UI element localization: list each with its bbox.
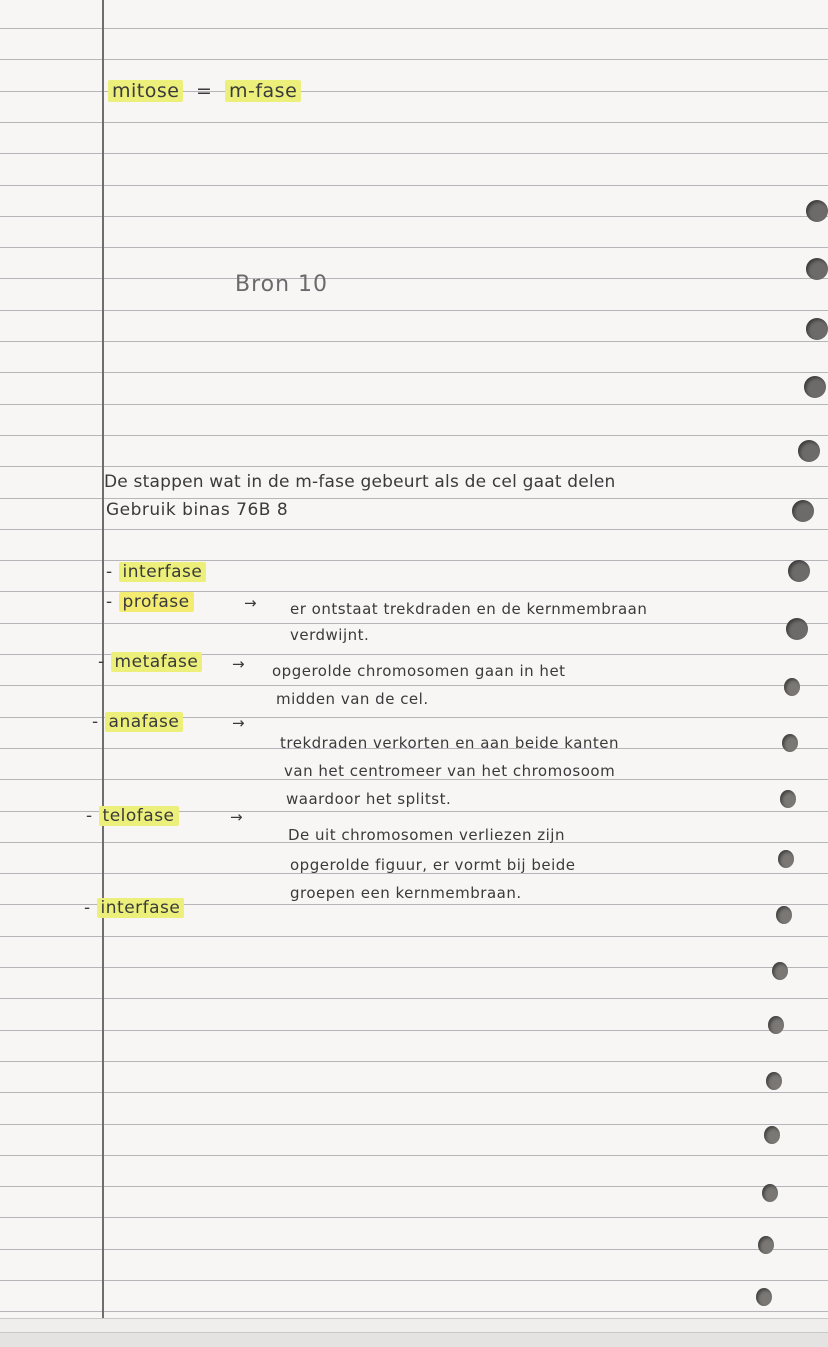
title-eq: = — [196, 80, 213, 102]
ruled-line — [0, 278, 828, 279]
binder-hole — [780, 790, 796, 808]
ruled-line — [0, 310, 828, 311]
phase-item — [86, 806, 179, 826]
arrow-icon: → — [244, 594, 257, 612]
margin-line — [102, 0, 104, 1347]
page-title — [108, 80, 301, 102]
ruled-line — [0, 1061, 828, 1062]
phase-name: metafase — [111, 652, 203, 672]
phase-name: profase — [119, 592, 194, 612]
ruled-line — [0, 216, 828, 217]
phase-desc-line: midden van de cel. — [276, 690, 429, 708]
ruled-line — [0, 498, 828, 499]
binder-hole — [776, 906, 792, 924]
title-left: mitose — [108, 80, 183, 102]
ruled-line — [0, 967, 828, 968]
phase-dash: - — [86, 806, 93, 826]
binder-hole — [764, 1126, 780, 1144]
source-label: Bron 10 — [235, 272, 329, 297]
phase-name: anafase — [105, 712, 184, 732]
phase-desc-line: er ontstaat trekdraden en de kernmembraan — [290, 600, 648, 618]
binder-hole — [788, 560, 810, 582]
binder-hole — [786, 618, 808, 640]
binder-hole — [756, 1288, 772, 1306]
binder-hole — [762, 1184, 778, 1202]
ruled-line — [0, 529, 828, 530]
ruled-line — [0, 1311, 828, 1312]
ruled-line — [0, 59, 828, 60]
intro-line-2: Gebruik binas 76B 8 — [106, 500, 289, 520]
intro-line-1: De stappen wat in de m-fase gebeurt als de cel gaat delen — [104, 472, 616, 492]
binder-hole — [806, 200, 828, 222]
ruled-line — [0, 936, 828, 937]
phase-item — [106, 592, 194, 612]
phase-desc-line: verdwijnt. — [290, 626, 370, 644]
phase-name: interfase — [97, 898, 185, 918]
ruled-line — [0, 998, 828, 999]
arrow-icon: → — [230, 808, 243, 826]
binder-hole — [782, 734, 798, 752]
binder-hole — [766, 1072, 782, 1090]
ruled-line — [0, 1280, 828, 1281]
ruled-line — [0, 185, 828, 186]
ruled-line — [0, 1249, 828, 1250]
phase-dash: - — [106, 592, 113, 612]
ruled-line — [0, 1124, 828, 1125]
ruled-line — [0, 404, 828, 405]
phase-desc-line: De uit chromosomen verliezen zijn — [288, 826, 565, 844]
phase-item — [92, 712, 183, 732]
ruled-line — [0, 1030, 828, 1031]
ruled-line — [0, 341, 828, 342]
ruled-line — [0, 153, 828, 154]
phase-dash: - — [98, 652, 105, 672]
binder-hole — [784, 678, 800, 696]
phase-desc-line: trekdraden verkorten en aan beide kanten — [280, 734, 620, 752]
binder-hole — [798, 440, 820, 462]
arrow-icon: → — [232, 714, 245, 732]
phase-desc-line: groepen een kernmembraan. — [290, 884, 522, 902]
phase-dash: - — [84, 898, 91, 918]
ruled-line — [0, 28, 828, 29]
arrow-icon: → — [232, 655, 245, 673]
phase-desc-line: van het centromeer van het chromosoom — [284, 762, 616, 780]
phase-dash: - — [106, 562, 113, 582]
phase-item — [106, 562, 206, 582]
phase-item — [98, 652, 202, 672]
ruled-line — [0, 122, 828, 123]
binder-hole — [768, 1016, 784, 1034]
ruled-line — [0, 1155, 828, 1156]
phase-desc-line: opgerolde figuur, er vormt bij beide — [290, 856, 576, 874]
phase-name: telofase — [99, 806, 179, 826]
phase-item — [84, 898, 184, 918]
ruled-line — [0, 685, 828, 686]
phase-name: interfase — [119, 562, 207, 582]
binder-hole — [806, 258, 828, 280]
phase-desc-line: waardoor het splitst. — [286, 790, 452, 808]
binder-hole — [778, 850, 794, 868]
binder-hole — [772, 962, 788, 980]
phase-dash: - — [92, 712, 99, 732]
phase-desc-line: opgerolde chromosomen gaan in het — [272, 662, 566, 680]
ruled-line — [0, 1092, 828, 1093]
ruled-line — [0, 560, 828, 561]
ruled-line — [0, 1217, 828, 1218]
ruled-line — [0, 435, 828, 436]
ruled-line — [0, 247, 828, 248]
binder-hole — [758, 1236, 774, 1254]
binder-hole — [804, 376, 826, 398]
ruled-line — [0, 623, 828, 624]
binder-hole — [792, 500, 814, 522]
binder-hole — [806, 318, 828, 340]
page-edge — [0, 1332, 828, 1347]
ruled-line — [0, 372, 828, 373]
ruled-line — [0, 466, 828, 467]
title-right: m-fase — [225, 80, 301, 102]
ruled-line — [0, 1186, 828, 1187]
